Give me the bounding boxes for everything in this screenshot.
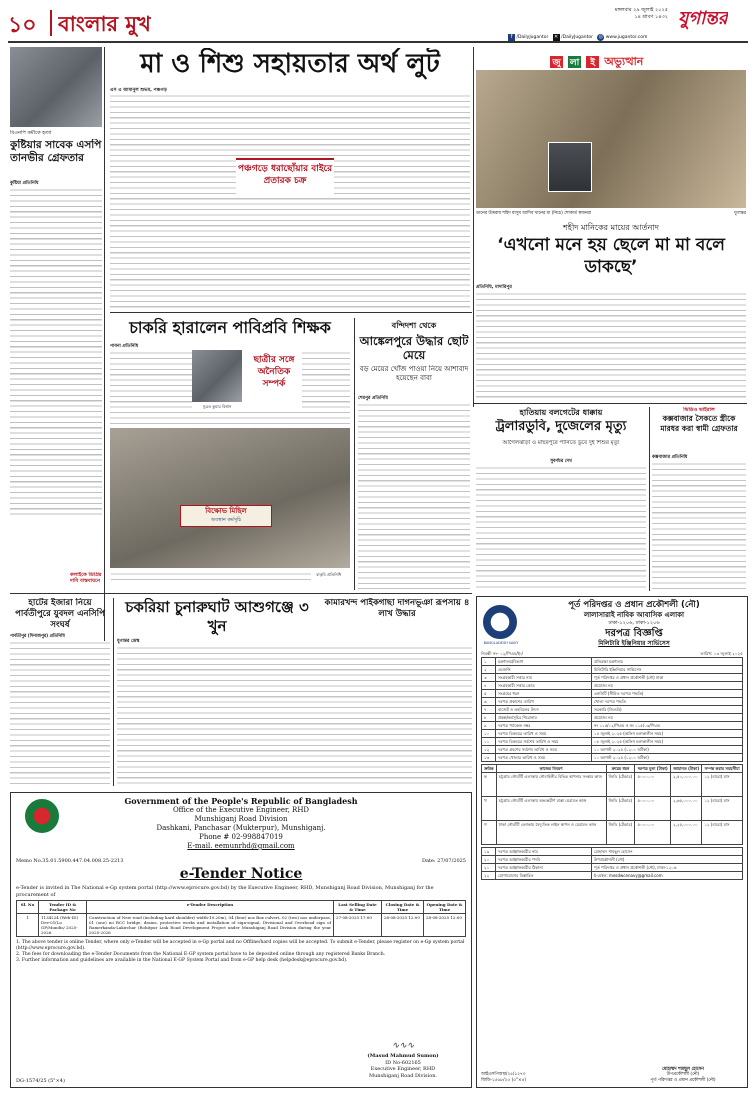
rhd-tender xyxy=(10,792,472,1088)
table-cell: পূর্ত পরিদপ্তর ও প্রধান প্রকৌশলী (নৌ), ঢাকা-১২০৬ xyxy=(592,864,743,872)
rhd-intro: e-Tender is invited in The National e-Gp system portal (http://www.eprocure.gov.bd) by the Executive Engineer, RHD, Munshiganj Road Division, Munshiganj for the procurement of xyxy=(16,885,434,898)
july-tag: অভ্যুত্থান xyxy=(604,55,644,68)
rhd-note-2: 2. The fees for downloading the e-Tender Documents from the National E-GP system portal have to be deposited online through any registered Banks Branch. xyxy=(16,952,386,957)
table-cell: ১২ xyxy=(482,746,496,754)
clash-byline: পার্বতীপুর (দিনাজপুর) প্রতিনিধি xyxy=(10,634,65,639)
table-cell: দরপত্র আহ্বানকারীর পদবি xyxy=(496,856,592,864)
table-cell: ১০ আগস্ট ২০২৫ (১২০০ ঘটিকা) xyxy=(592,746,743,754)
table-cell: ই-মেইল: mesdwcenavy@gmail.com xyxy=(592,872,743,880)
rhd-signature-block xyxy=(343,1043,463,1079)
july-photo-inset xyxy=(548,142,592,192)
clash-headline: হাটের ইজারা নিয়ে পার্বতীপুরে যুবদল এনসিপি সংঘর্ষ xyxy=(15,598,105,630)
table-header-cell: কাজের বিবরণ xyxy=(496,765,606,773)
table-cell: প্রকল্প/কর্মসূচির শিরোনাম xyxy=(496,714,592,722)
table-row xyxy=(482,730,743,738)
table-cell: ১২ (বারো) মাস xyxy=(702,821,743,845)
july-credit: যুগান্তর xyxy=(734,211,746,216)
table-row xyxy=(482,864,743,872)
page-number: ১০ xyxy=(8,13,37,38)
navy-code-1: আইএসপিআর/২৫/১২৭০ xyxy=(481,1072,526,1077)
teacher-headline: চাকরি হারালেন পাবিপ্রবি শিক্ষক xyxy=(129,318,331,337)
table-cell: ক xyxy=(482,773,497,797)
rhd-signer-title: Executive Engineer, RHD xyxy=(370,1066,436,1072)
table-cell: দরপত্র বিক্রয়ের তারিখ ও সময় xyxy=(496,730,592,738)
table-row xyxy=(482,706,743,714)
table-cell: ২১ xyxy=(482,864,496,872)
table-header-cell: ক্রমিক xyxy=(482,765,497,773)
robbery-headline: কামারখন্দ পাইকগাছা দাগনভূঞা রূপসায় ৪ লাখ উদ্ধার xyxy=(324,598,470,619)
boat-subhead: আগৈলঝাড়া ও মাছরপুরে পানিতে ডুবে দুই শিশুর মৃত্যু xyxy=(502,440,620,446)
protest-caption-body xyxy=(111,572,311,584)
rhd-signature: ∿∿∿ xyxy=(391,1041,415,1051)
navy-org: পূর্ত পরিদপ্তর ও প্রধান প্রকৌশলী (নৌ) xyxy=(568,600,700,610)
july-kicker: শহীদ মানিকের মায়ের আর্তনাদ xyxy=(563,223,659,232)
table-cell: ৫০০০.০০ xyxy=(635,797,671,821)
table-cell: ৫ xyxy=(482,690,496,698)
table-row xyxy=(482,714,743,722)
rhd-col-selling: Last Selling Date & Time xyxy=(334,901,382,914)
table-cell: ২,৫০,০০০.০০ xyxy=(671,773,702,797)
girl-headline: আঙ্কেলপুরে উদ্ধার ছোট মেয়ে xyxy=(359,334,469,362)
tanvir-body xyxy=(10,188,102,518)
lead-headline: মা ও শিশু সহায়তার অর্থ লুট xyxy=(140,49,440,79)
table-cell: খ xyxy=(482,797,497,821)
table-cell: সংগ্রহকারী সত্তার কোড xyxy=(496,682,592,690)
table-cell: ২,২৫,০০০.০০ xyxy=(671,821,702,845)
table-cell: দরপত্র আহ্বানকারীর ঠিকানা xyxy=(496,864,592,872)
rhd-signer-office: Munshiganj Road Division. xyxy=(368,1072,438,1079)
twitter-icon: ✕ xyxy=(554,34,559,40)
table-cell: বাজেট ও তহবিলের উৎস xyxy=(496,706,592,714)
table-cell: সংগ্রহকারী সত্তার নাম xyxy=(496,674,592,682)
section-title: বাংলার মুখ xyxy=(58,12,151,36)
table-cell: জিডি (টেন্ডার) xyxy=(606,821,635,845)
july-body xyxy=(476,292,746,400)
viral-headline: কক্সবাজার সৈকতে স্ত্রীকে মারধর করা স্বামী গ্রেফতার xyxy=(660,414,738,433)
july-letter-1: জু xyxy=(550,56,563,68)
rhd-col-id: Tender ID & Package No xyxy=(39,901,87,914)
boat-body xyxy=(476,466,646,592)
table-cell: দরপত্র প্রকাশের তারিখ xyxy=(496,698,592,706)
rhd-phone: Phone # 02-998847019 xyxy=(199,833,283,841)
july-caption-text: ডানের উত্তরায় শহিদ মাসুম আদিব খানের মা (নিচে) শোকার্ত স্বজনরা xyxy=(476,211,592,216)
table-row xyxy=(482,746,743,754)
rhd-code: DG-1574/25 (5"×4) xyxy=(16,1078,65,1084)
rhd-division: Munshiganj Road Division xyxy=(194,815,288,823)
rhd-title: e-Tender Notice xyxy=(179,866,303,882)
table-cell: ১৩ xyxy=(482,754,496,762)
table-cell: জিডি (টেন্ডার) xyxy=(606,773,635,797)
lead-byline: এস এ আমানুল শুভম, পঞ্চগড় xyxy=(110,88,167,93)
rhd-col-closing: Closing Date & Time xyxy=(382,901,424,914)
rhd-memo: Memo No.35.01.5900.447.04.008.25-2213 xyxy=(16,858,124,864)
rhd-cell-desc: Construction of New road (including hard shoulder) width-10.20m), 04 (four) nos Box culvert, 02 (two) nos underpass, 01 (one) no RCC bridge, drains, protective works and installation of sign-signal, Divisional and Overhead sign of Ramerkanda-Lakirchar (Rohitpur Link Road Development Project under Munshiganj Road Division during the year 2025-2026 xyxy=(87,914,334,937)
table-cell: দরপত্র প্যাকেজ নম্বর xyxy=(496,722,592,730)
table-row xyxy=(482,848,743,856)
teacher-portrait-caption: সুব্রত কুমার বিশ্বাস xyxy=(202,404,232,409)
girl-body xyxy=(358,403,470,589)
table-cell: ৭ xyxy=(482,706,496,714)
table-cell: ১১ xyxy=(482,738,496,746)
table-cell: নং ১১৫/০২/পিএম ও নং ১১৫/০৩/পিএম xyxy=(592,722,743,730)
rhd-email[interactable]: E-mail. eemunrhd@gmail.com xyxy=(187,842,295,850)
banner-subtext: অবস্থান কর্মসূচি xyxy=(210,517,242,523)
table-cell: জিডি (টেন্ডার) xyxy=(606,797,635,821)
table-row xyxy=(482,722,743,730)
july-letter-2: লা xyxy=(568,56,581,68)
navy-title: দরপত্র বিজ্ঞপ্তি xyxy=(605,628,663,639)
table-row xyxy=(482,674,743,682)
table-row xyxy=(482,856,743,864)
table-row xyxy=(482,773,743,797)
navy-logo-caption: BANGLADESH NAVY xyxy=(483,641,519,645)
table-cell: দরপত্র খোলার তারিখ ও সময় xyxy=(496,754,592,762)
table-cell: পূর্ত পরিদপ্তর ও প্রধান প্রকৌশলী (নৌ) ঢাকা xyxy=(592,674,743,682)
table-header-cell: দরপত্র মূল্য (টাকা) xyxy=(635,765,671,773)
tanvir-headline: কুষ্টিয়ার সাবেক এসপি তানভীর গ্রেফতার xyxy=(10,139,102,164)
table-cell: ২,৬৫,০০০.০০ xyxy=(671,797,702,821)
table-row xyxy=(482,666,743,674)
rhd-col-desc: e-Tender Description xyxy=(87,901,334,914)
rhd-logo xyxy=(25,799,59,833)
july-letter-3: ই xyxy=(586,56,599,68)
rhd-address: Dashkani, Panchasar (Mukterpur), Munshiganj. xyxy=(156,824,326,832)
july-byline: প্রতিনিধি, মাদারিপুর xyxy=(476,285,512,290)
girl-kicker: বন্দিদশা থেকে xyxy=(391,321,437,330)
lead-inset-box xyxy=(236,158,334,198)
teacher-inset-text: ছাত্রীর সঙ্গে অনৈতিক সম্পর্ক xyxy=(253,355,295,389)
table-header-cell: জামানত (টাকা) xyxy=(671,765,702,773)
navy-signer-title: উপপ্রকৌশলী (নৌ) xyxy=(666,1072,700,1077)
table-cell: মিলিটারি ইঞ্জিনিয়ার সার্ভিসেস xyxy=(592,666,743,674)
website-link[interactable]: www.jugantor.com xyxy=(605,35,648,40)
table-cell: প্রযোজ্য নয় xyxy=(592,682,743,690)
table-cell: ১০ xyxy=(482,730,496,738)
navy-footer-table xyxy=(481,847,743,880)
table-cell: উপপ্রকৌশলী (নৌ) xyxy=(592,856,743,864)
navy-logo xyxy=(483,605,517,639)
table-cell: দরপত্র আহ্বানকারীর নাম xyxy=(496,848,592,856)
july-photo-caption xyxy=(476,210,746,217)
navy-memo: নিবন্ধী নং- ০২/পিএম/ই-/ xyxy=(481,651,523,656)
rhd-notes xyxy=(16,940,466,964)
facebook-link[interactable]: /DailyJugantor xyxy=(516,35,549,40)
rhd-note-3: 3. Further information and guidelines are available in the National E-GP System Portal and from e-GP help desk (helpdesk@eprocure.gov.bd). xyxy=(16,958,348,963)
twitter-link[interactable]: /DailyJugantor xyxy=(561,35,594,40)
protest-caption xyxy=(70,572,350,590)
globe-icon: ◎ xyxy=(598,34,603,40)
table-cell: এনসিটি (সীমিত দরপত্র পদ্ধতি) xyxy=(592,690,743,698)
table-row xyxy=(482,682,743,690)
boat-headline: ট্রলারডুবি, দুজেলের মৃত্যু xyxy=(495,419,627,434)
teacher-byline: পাবনা প্রতিনিধি xyxy=(110,344,139,349)
rhd-cell-opening: 28-08-2025 12:00 xyxy=(424,914,466,937)
table-cell: ৩ xyxy=(482,674,496,682)
table-cell: চট্টগ্রাম নৌঘাঁটি এলাকায় নৌবাহিনীর বিভিন্ন স্থাপনার সংস্কার কাজ xyxy=(496,773,606,797)
table-cell: ৮ xyxy=(482,714,496,722)
table-row xyxy=(482,690,743,698)
table-row xyxy=(482,797,743,821)
july-label xyxy=(550,50,745,68)
table-cell: ১২ (বারো) মাস xyxy=(702,797,743,821)
protest-credit: বাকৃবি প্রতিনিধি xyxy=(316,572,342,577)
murder-byline: যুগান্তর ডেস্ক xyxy=(117,639,140,644)
table-row xyxy=(482,738,743,746)
table-cell: ৫০০০.০০ xyxy=(635,773,671,797)
girl-byline: শেরপুর প্রতিনিধি xyxy=(358,396,388,401)
rhd-table xyxy=(16,900,466,937)
rhd-cell-closing: 28-08-2025 12:00 xyxy=(382,914,424,937)
viral-box xyxy=(652,407,746,451)
tanvir-byline: কুষ্টিয়া প্রতিনিধি xyxy=(10,181,39,186)
navy-signer: মোহাম্মদ শামছুল হোসেন xyxy=(662,1066,704,1072)
table-cell: গ xyxy=(482,821,497,845)
table-cell: দরপত্র বিক্রয়ের সর্বশেষ তারিখ ও সময় xyxy=(496,738,592,746)
lead-inset-text: পঞ্চগড়ে ধরাছোঁয়ার বাইরে প্রতারক চক্র xyxy=(237,164,333,186)
july-photo xyxy=(476,70,746,208)
navy-area: লালাসারাই নাবিক আবাসিক এলাকা xyxy=(583,611,685,619)
tanvir-caption: বিএনপি কর্মীকে হত্যা xyxy=(10,130,52,136)
table-cell: এজেন্সি xyxy=(496,666,592,674)
murder-body xyxy=(117,646,472,786)
rhd-cell-sl: 1 xyxy=(17,914,39,937)
navy-tender xyxy=(476,596,748,1088)
table-cell: ঢাকা নৌঘাঁটি এলাকায় বৈদ্যুতিক লাইন স্থাপন ও মেরামত কাজ xyxy=(496,821,606,845)
rhd-signer: (Masud Mahmud Sumon) xyxy=(367,1053,439,1059)
table-cell: সরকারি (জিওবি) xyxy=(592,706,743,714)
viral-body xyxy=(652,462,746,592)
table-cell: ৫০০০.০০ xyxy=(635,821,671,845)
masthead-logo: যুগান্তর xyxy=(678,8,728,29)
navy-subtitle: মিলিটারি ইঞ্জিনিয়ার সার্ভিসেস xyxy=(598,640,670,647)
boat-byline: সুবর্ণচর দেখ xyxy=(550,459,572,464)
murder-headline: চকরিয়া চুনারুঘাট আশুগঞ্জে ৩ খুন xyxy=(125,598,309,635)
rhd-signer-id: ID No-602165 xyxy=(385,1059,421,1066)
rhd-gov: Government of the People's Republic of Bangladesh xyxy=(124,796,358,806)
table-row xyxy=(17,914,466,937)
table-cell: ১২ (বারো) মাস xyxy=(702,773,743,797)
navy-work-table xyxy=(481,764,743,845)
rhd-office: Office of the Executive Engineer, RHD xyxy=(172,806,310,814)
issue-date xyxy=(568,7,668,21)
rhd-col-opening: Opening Date & Time xyxy=(424,901,466,914)
table-cell: প্রতিরক্ষা মন্ত্রণালয় xyxy=(592,658,743,666)
date-gregorian: মঙ্গলবার ২৯ জুলাই ২০২৫ xyxy=(614,7,668,13)
table-header-cell: ক্রয়ের ধরন xyxy=(606,765,635,773)
rhd-cell-id: 1134224 (Web-ID) Dev-01(Lo GP/Mundis/ 2025-2026. xyxy=(39,914,87,937)
july-headline: ‘এখনো মনে হয় ছেলে মা মা বলে ডাকছে’ xyxy=(497,235,725,277)
lead-body xyxy=(110,94,470,309)
table-cell: দরপত্র গ্রহণের সর্বশেষ তারিখ ও সময় xyxy=(496,746,592,754)
table-cell: ১৯ xyxy=(482,848,496,856)
navy-date: তারিখ: ১৩ জুলাই ২০২৫ xyxy=(700,651,743,656)
rhd-cell-selling: 27-08-2025 17:00 xyxy=(334,914,382,937)
table-cell: ০৮ জুলাই ২০২৫ (অফিস চলাকালীন সময়) xyxy=(592,738,743,746)
date-bangla: ১৪ শ্রাবণ ১৪৩২ xyxy=(634,14,668,20)
clash-body xyxy=(10,641,110,785)
table-cell: প্রযোজ্য নয় xyxy=(592,714,743,722)
table-cell: ২২ xyxy=(482,872,496,880)
table-row xyxy=(482,872,743,880)
navy-code-2: জিডি-১৫৬৮/২৫ (৫"×৪) xyxy=(481,1077,527,1083)
rhd-date: Date: 27/07/2025 xyxy=(421,858,466,864)
table-cell: ২ xyxy=(482,666,496,674)
protest-photo xyxy=(110,428,350,568)
rhd-col-sl: Sl. No xyxy=(17,901,39,914)
table-cell: চট্টগ্রাম নৌঘাঁটি এলাকায় অভ্যন্তরীণ রাস্তা মেরামত কাজ xyxy=(496,797,606,821)
protest-caption-text: কলাইকে ডিগ্রির দাবি বাস্তবায়নে xyxy=(70,572,102,584)
table-row xyxy=(482,821,743,845)
tanvir-photo xyxy=(10,47,102,127)
table-header-row xyxy=(482,765,743,773)
navy-signer-office: পূর্ত পরিদপ্তর ও প্রধান প্রকৌশলী (নৌ) xyxy=(650,1077,716,1083)
page-header xyxy=(8,4,748,44)
viral-byline: কক্সবাজার প্রতিনিধি xyxy=(652,455,688,460)
table-cell: ১৪ জুলাই ২০২৫ (অফিস চলাকালীন সময়) xyxy=(592,730,743,738)
viral-kicker: ভিডিও ভাইরাল xyxy=(683,407,715,413)
table-cell: খোলা দরপত্র পদ্ধতি xyxy=(592,698,743,706)
teacher-portrait xyxy=(192,350,242,402)
table-cell: সংগ্রহের ধরন xyxy=(496,690,592,698)
facebook-icon: f xyxy=(508,34,515,41)
table-cell: ২০ xyxy=(482,856,496,864)
table-cell: যোগাযোগের বিস্তারিত xyxy=(496,872,592,880)
table-row xyxy=(482,658,743,666)
table-row xyxy=(482,754,743,762)
table-cell: ১ xyxy=(482,658,496,666)
teacher-inset-box xyxy=(192,350,302,412)
protest-banner xyxy=(180,505,272,527)
boat-kicker: হাতিয়ায় বলগেটের ধাক্কায় xyxy=(519,408,603,417)
table-cell: ৪ xyxy=(482,682,496,690)
girl-subhead: বড় মেয়ের খোঁজ পাওয়া নিয়ে আশাবাদ হয়েছেন বাবা xyxy=(359,365,469,382)
navy-info-table xyxy=(481,657,743,762)
table-row xyxy=(482,698,743,706)
navy-city: ঢাকা-১২০৬, ঢাকা-১২০৬ xyxy=(608,620,660,626)
banner-text: বিক্ষোভ মিছিল xyxy=(205,507,247,515)
table-header-cell: সম্পন্ন করার সময়সীমা xyxy=(702,765,743,773)
table-cell: ৯ xyxy=(482,722,496,730)
header-rule xyxy=(8,41,748,43)
table-cell: মোহাম্মদ শামছুল হোসেন xyxy=(592,848,743,856)
table-cell: মন্ত্রণালয়/বিভাগ xyxy=(496,658,592,666)
table-cell: ১০ আগস্ট ২০২৫ (১২০০ ঘটিকা) xyxy=(592,754,743,762)
rhd-note-1: 1. The above tender is online Tender, where only e-Tender will be accepted in e-Gp portal and no Offline/hard copies will be accepted. To submit e-Tender, please register on e-Gp system portal (http://www.eprocure.gov.bd). xyxy=(16,940,465,951)
table-cell: ৬ xyxy=(482,698,496,706)
